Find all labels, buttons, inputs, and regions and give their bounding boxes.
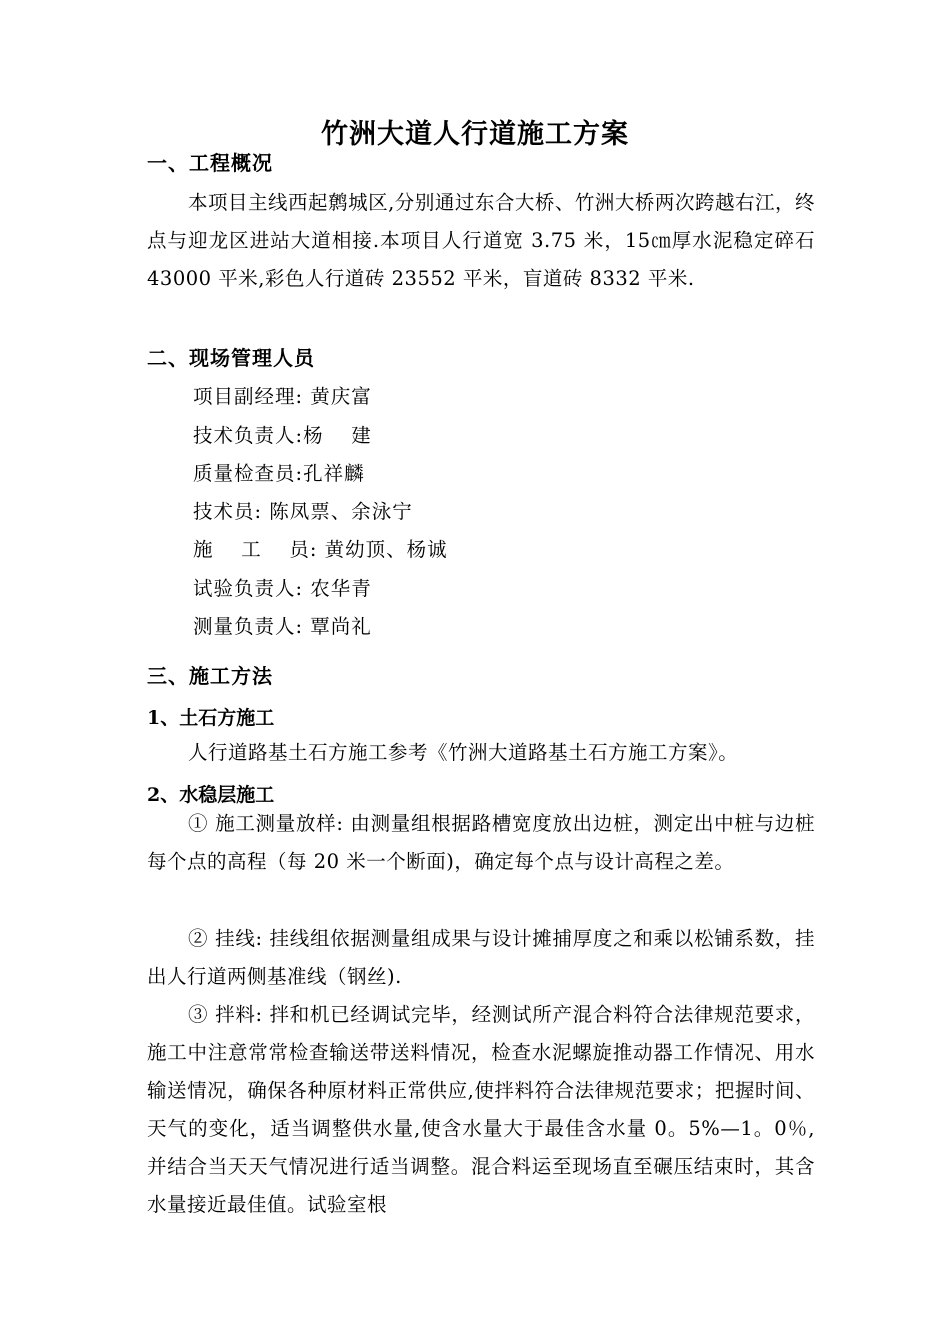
staff-line: 技术员: 陈凤票、余泳宁 bbox=[193, 500, 413, 523]
staff-line: 测量负责人: 覃尚礼 bbox=[193, 615, 372, 638]
subsection-heading-cement-layer: 2、水稳层施工 bbox=[147, 784, 275, 806]
section-heading-staff: 二、现场管理人员 bbox=[147, 346, 315, 370]
string-line-paragraph: ② 挂线: 挂线组依据测量组成果与设计摊捕厚度之和乘以松铺系数，挂出人行道两侧基准线（钢丝). bbox=[147, 927, 815, 988]
subsection-heading-earthwork: 1、土石方施工 bbox=[147, 707, 275, 729]
staff-line: 施 工 员: 黄幼顶、杨诚 bbox=[193, 538, 448, 561]
survey-paragraph: ① 施工测量放样: 由测量组根据路槽宽度放出边桩，测定出中桩与边桩每个点的高程（每 20 米一个断面)，确定每个点与设计高程之差。 bbox=[147, 812, 815, 873]
earthwork-paragraph: 人行道路基土石方施工参考《竹洲大道路基土石方施工方案》。 bbox=[188, 741, 739, 764]
staff-line: 试验负责人: 农华青 bbox=[193, 577, 372, 600]
section-heading-methods: 三、施工方法 bbox=[147, 664, 273, 688]
staff-line: 项目副经理: 黄庆富 bbox=[193, 385, 372, 408]
mixing-paragraph: ③ 拌料: 拌和机已经调试完毕，经测试所产混合料符合法律规范要求，施工中注意常常检查输送带送料情况，检查水泥螺旋推动器工作情况、用水输送情况，确保各种原材料正常供应,使拌料符合法律规范要求；把握时间、天气的变化，适当调整供水量,使含水量大于最佳含水量 0。5%—1。0％,并结合当天天气情况进行适当调整。混合料运至现场直至碾压结束时，其含水量接近最佳值。试验室根 bbox=[147, 1003, 815, 1216]
section-heading-overview: 一、工程概况 bbox=[147, 151, 273, 175]
staff-line: 质量检查员:孔祥麟 bbox=[193, 462, 365, 485]
overview-paragraph: 本项目主线西起鹩城区,分别通过东合大桥、竹洲大桥两次跨越右江，终点与迎龙区进站大道相接.本项目人行道宽 3.75 米，15㎝厚水泥稳定碎石 43000 平米,彩色人行道砖 23552 平米，盲道砖 8332 平米. bbox=[147, 191, 815, 290]
document-title: 竹洲大道人行道施工方案 bbox=[321, 119, 629, 150]
staff-line: 技术负责人:杨 建 bbox=[193, 424, 372, 447]
